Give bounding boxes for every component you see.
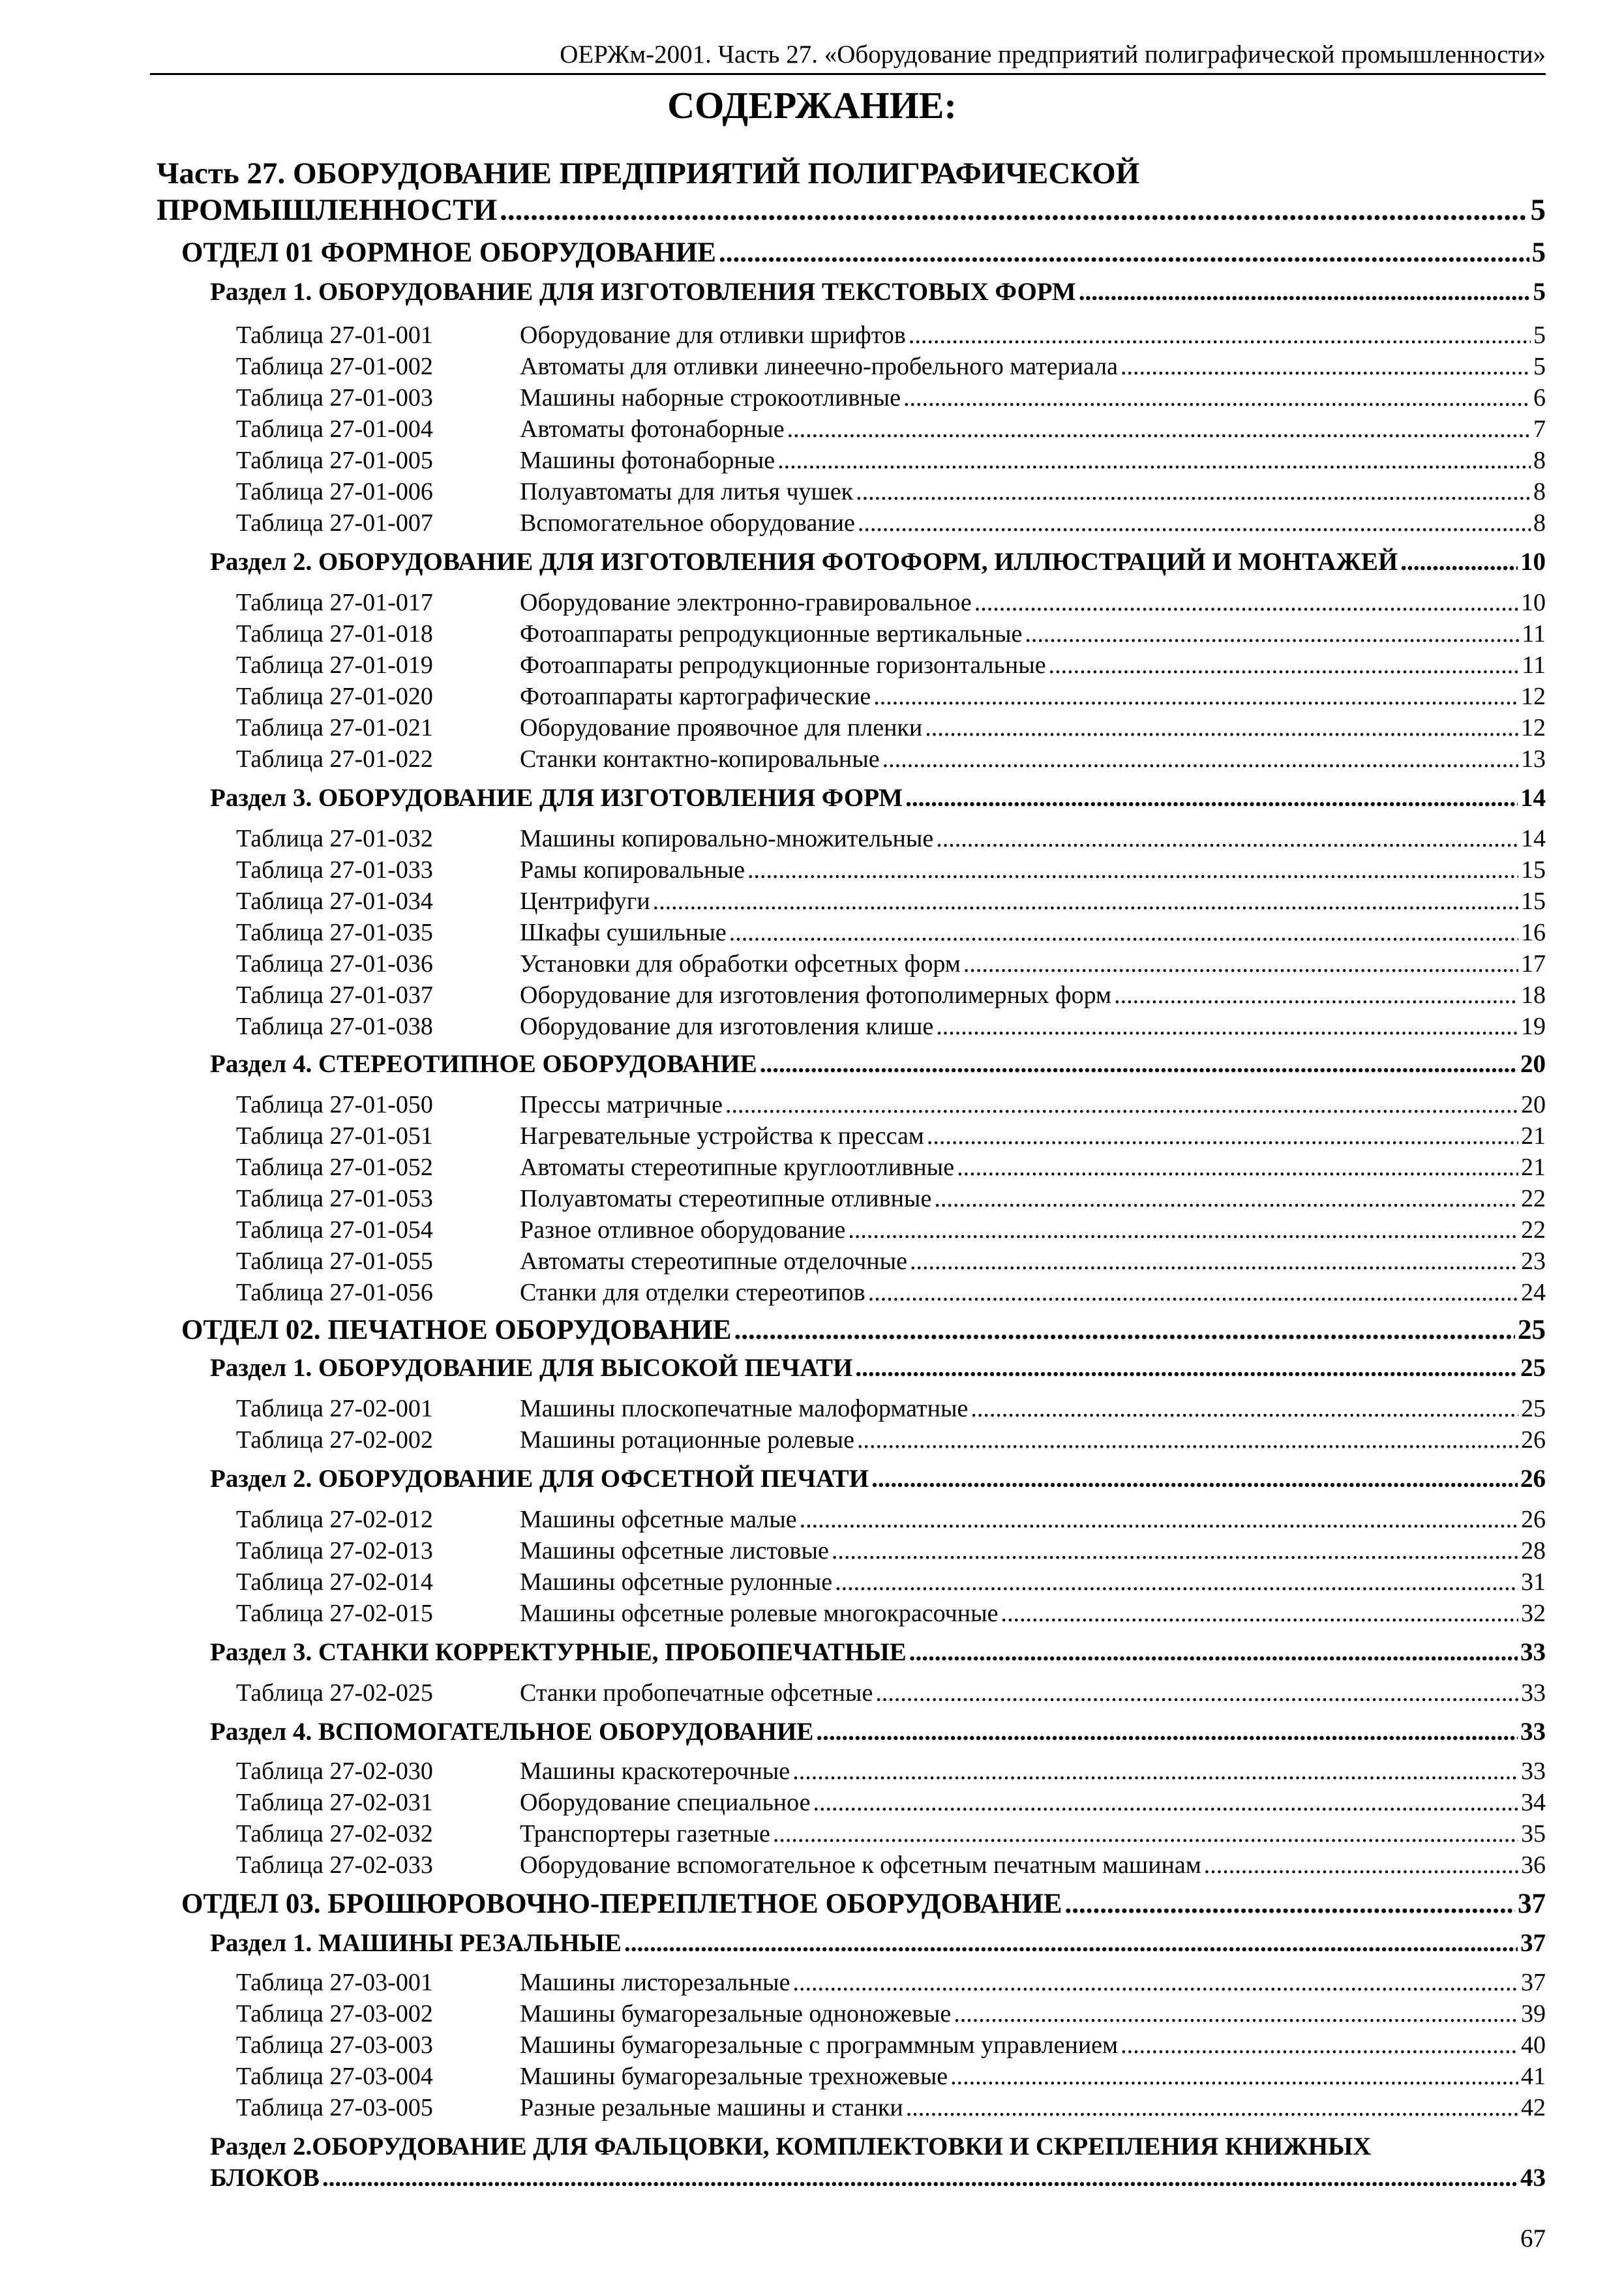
- toc-page-number: 5: [1533, 278, 1546, 306]
- toc-page-number: 16: [1521, 919, 1546, 946]
- toc-table-entry[interactable]: [236, 681, 1546, 712]
- dot-leader: [905, 783, 1518, 814]
- toc-page-number: 26: [1521, 1426, 1546, 1454]
- toc-section-entry-title: Раздел 1. МАШИНЫ РЕЗАЛЬНЫЕ: [210, 1929, 622, 1957]
- toc-page-number: 25: [1521, 1395, 1546, 1422]
- toc-table-name: Фотоаппараты репродукционные горизонтальные: [520, 651, 1046, 679]
- toc-table-entry[interactable]: [236, 980, 1546, 1011]
- toc-section-entry[interactable]: [210, 2162, 1546, 2194]
- toc-table-entry[interactable]: [236, 1998, 1546, 2029]
- toc-page-number: 26: [1521, 1506, 1546, 1533]
- toc-part-title-line1: Часть 27. ОБОРУДОВАНИЕ ПРЕДПРИЯТИЙ ПОЛИГРАФИЧЕСКОЙ: [157, 157, 1140, 190]
- dot-leader: [719, 236, 1529, 270]
- dot-leader: [910, 1246, 1518, 1277]
- toc-table-entry[interactable]: [236, 917, 1546, 948]
- toc-table-code: Таблица 27-01-018: [236, 620, 433, 648]
- toc-table-entry[interactable]: [236, 2061, 1546, 2092]
- toc-page-number: 39: [1521, 2000, 1546, 2027]
- toc-page-number: 22: [1521, 1216, 1546, 1244]
- toc-table-entry[interactable]: [236, 2029, 1546, 2061]
- toc-page-number: 11: [1522, 620, 1546, 648]
- toc-section-entry[interactable]: [210, 1353, 1546, 1384]
- toc-page-number: 15: [1521, 888, 1546, 915]
- toc-page-number: 11: [1522, 651, 1546, 679]
- toc-page-number: 5: [1530, 193, 1546, 227]
- toc-table-code: Таблица 27-03-001: [236, 1969, 433, 1996]
- toc-table-code: Таблица 27-02-031: [236, 1789, 433, 1816]
- toc-table-entry[interactable]: [236, 445, 1546, 476]
- toc-table-name: Полуавтоматы стереотипные отливные: [520, 1185, 932, 1212]
- dot-leader: [873, 681, 1518, 712]
- dot-leader: [1079, 277, 1531, 308]
- toc-table-entry[interactable]: [236, 413, 1546, 445]
- toc-section-entry[interactable]: [210, 546, 1546, 578]
- toc-table-code: Таблица 27-01-001: [236, 322, 433, 349]
- toc-table-name: Рамы копировальные: [520, 856, 745, 884]
- toc-page-number: 25: [1518, 1315, 1546, 1345]
- dot-leader: [882, 743, 1518, 775]
- toc-table-name: Машины бумагорезальные с программным управлением: [520, 2031, 1119, 2059]
- dot-leader: [848, 1214, 1518, 1246]
- dot-leader: [936, 1011, 1518, 1042]
- toc-table-code: Таблица 27-02-030: [236, 1758, 433, 1785]
- toc-page-number: 43: [1520, 2164, 1546, 2192]
- toc-table-entry[interactable]: [236, 1011, 1546, 1042]
- toc-page-number: 32: [1521, 1600, 1546, 1627]
- toc-page-number: 5: [1533, 353, 1546, 380]
- toc-table-code: Таблица 27-02-025: [236, 1679, 433, 1707]
- dot-leader: [792, 1967, 1518, 1998]
- toc-table-name: Оборудование для изготовления клише: [520, 1013, 934, 1040]
- toc-table-code: Таблица 27-01-032: [236, 825, 433, 852]
- toc-department-entry-title: ОТДЕЛ 03. БРОШЮРОВОЧНО-ПЕРЕПЛЕТНОЕ ОБОРУДОВАНИЕ: [181, 1889, 1062, 1919]
- dot-leader: [1120, 2029, 1518, 2061]
- toc-page-number: 37: [1521, 1969, 1546, 1996]
- toc-table-code: Таблица 27-01-034: [236, 888, 433, 915]
- dot-leader: [927, 1120, 1518, 1152]
- toc-table-name: Транспортеры газетные: [520, 1820, 770, 1848]
- dot-leader: [777, 445, 1531, 476]
- toc-table-code: Таблица 27-03-002: [236, 2000, 433, 2027]
- dot-leader: [909, 1637, 1518, 1668]
- dot-leader: [1114, 980, 1518, 1011]
- toc-table-entry[interactable]: [236, 1152, 1546, 1183]
- toc-table-entry[interactable]: [236, 948, 1546, 980]
- dot-leader: [813, 1787, 1518, 1818]
- dot-leader: [950, 2061, 1518, 2092]
- toc-table-code: Таблица 27-03-005: [236, 2094, 433, 2121]
- toc-page-number: 8: [1533, 447, 1546, 474]
- toc-section-entry[interactable]: [210, 1463, 1546, 1495]
- toc-page-number: 33: [1520, 1718, 1546, 1746]
- toc-table-code: Таблица 27-01-002: [236, 353, 433, 380]
- running-header: ОЕРЖм-2001. Часть 27. «Оборудование предприятий полиграфической промышленности»: [560, 40, 1546, 68]
- toc-table-name: Полуавтоматы для литья чушек: [520, 478, 854, 505]
- toc-table-code: Таблица 27-01-035: [236, 919, 433, 946]
- toc-table-entry[interactable]: [236, 1393, 1546, 1424]
- page-title: СОДЕРЖАНИЕ:: [667, 84, 957, 127]
- toc-table-code: Таблица 27-03-004: [236, 2063, 433, 2090]
- toc-section-entry[interactable]: [210, 1637, 1546, 1668]
- toc-table-name: Фотоаппараты картографические: [520, 683, 871, 710]
- toc-page-number: 10: [1520, 548, 1546, 576]
- toc-page-number: 19: [1521, 1013, 1546, 1040]
- dot-leader: [858, 507, 1531, 539]
- toc-table-entry[interactable]: [236, 618, 1546, 650]
- toc-table-entry[interactable]: [236, 1818, 1546, 1849]
- toc-page-number: 25: [1520, 1354, 1546, 1382]
- toc-section-entry[interactable]: [210, 783, 1546, 814]
- toc-table-entry[interactable]: [236, 1183, 1546, 1214]
- toc-page-number: 24: [1521, 1279, 1546, 1306]
- toc-page-number: 22: [1521, 1185, 1546, 1212]
- toc-table-code: Таблица 27-01-055: [236, 1248, 433, 1275]
- toc-page-number: 42: [1521, 2094, 1546, 2121]
- dot-leader: [934, 1183, 1518, 1214]
- dot-leader: [871, 1463, 1518, 1495]
- toc-table-name: Оборудование для отливки шрифтов: [520, 322, 906, 349]
- toc-table-entry[interactable]: [236, 476, 1546, 507]
- toc-department-entry[interactable]: [181, 236, 1546, 270]
- dot-leader: [734, 1313, 1515, 1347]
- toc-department-entry[interactable]: [181, 1313, 1546, 1347]
- toc-table-entry[interactable]: [236, 1089, 1546, 1120]
- toc-table-name: Машины офсетные ролевые многокрасочные: [520, 1600, 999, 1627]
- toc-page-number: 23: [1521, 1248, 1546, 1275]
- toc-table-entry[interactable]: [236, 507, 1546, 539]
- dot-leader: [1120, 351, 1531, 382]
- toc-table-entry[interactable]: [236, 1535, 1546, 1566]
- toc-table-entry[interactable]: [236, 587, 1546, 618]
- toc-table-name: Машины бумагорезальные трехножевые: [520, 2063, 948, 2090]
- toc-section-entry-title: БЛОКОВ: [210, 2164, 320, 2192]
- toc-page-number: 6: [1533, 384, 1546, 411]
- dot-leader: [500, 192, 1527, 228]
- toc-table-name: Машины ротационные ролевые: [520, 1426, 854, 1454]
- dot-leader: [729, 917, 1518, 948]
- toc-table-code: Таблица 27-01-006: [236, 478, 433, 505]
- toc-page-number: 8: [1533, 478, 1546, 505]
- dot-leader: [1065, 1887, 1515, 1921]
- toc-table-name: Машины плоскопечатные малоформатные: [520, 1395, 969, 1422]
- toc-table-code: Таблица 27-01-020: [236, 683, 433, 710]
- toc-page-number: 41: [1521, 2063, 1546, 2090]
- toc-table-name: Прессы матричные: [520, 1091, 723, 1118]
- dot-leader: [936, 823, 1518, 854]
- toc-table-name: Разное отливное оборудование: [520, 1216, 846, 1244]
- toc-page-number: 33: [1520, 1638, 1546, 1666]
- toc-section-entry[interactable]: [210, 1928, 1546, 1959]
- toc-page-number: 14: [1521, 825, 1546, 852]
- toc-page-number: 8: [1533, 509, 1546, 537]
- dot-leader: [925, 712, 1518, 743]
- toc-page-number: 14: [1520, 784, 1546, 812]
- toc-table-code: Таблица 27-01-050: [236, 1091, 433, 1118]
- toc-section-entry-title: Раздел 3. СТАНКИ КОРРЕКТУРНЫЕ, ПРОБОПЕЧАТНЫЕ: [210, 1638, 907, 1666]
- toc-table-code: Таблица 27-01-056: [236, 1279, 433, 1306]
- toc-page-number: 36: [1521, 1851, 1546, 1879]
- toc-table-name: Машины краскотерочные: [520, 1758, 790, 1785]
- toc-page-number: 13: [1521, 745, 1546, 773]
- dot-leader: [653, 886, 1518, 917]
- toc-table-entry[interactable]: [236, 1214, 1546, 1246]
- toc-table-code: Таблица 27-02-001: [236, 1395, 433, 1422]
- toc-section-entry-title: Раздел 1. ОБОРУДОВАНИЕ ДЛЯ ВЫСОКОЙ ПЕЧАТИ: [210, 1354, 853, 1382]
- toc-table-code: Таблица 27-01-019: [236, 651, 433, 679]
- dot-leader: [773, 1818, 1518, 1849]
- toc-table-name: Автоматы стереотипные отделочные: [520, 1248, 907, 1275]
- toc-page-number: 28: [1521, 1537, 1546, 1564]
- toc-table-code: Таблица 27-01-033: [236, 856, 433, 884]
- toc-department-entry-title: ОТДЕЛ 01 ФОРМНОЕ ОБОРУДОВАНИЕ: [181, 237, 716, 268]
- toc-table-name: Установки для обработки офсетных форм: [520, 950, 961, 978]
- toc-table-code: Таблица 27-02-002: [236, 1426, 433, 1454]
- toc-table-name: Нагревательные устройства к прессам: [520, 1122, 924, 1150]
- toc-table-code: Таблица 27-02-014: [236, 1568, 433, 1596]
- dot-leader: [792, 1756, 1518, 1787]
- toc-page-number: 15: [1521, 856, 1546, 884]
- toc-table-name: Вспомогательное оборудование: [520, 509, 855, 537]
- toc-table-code: Таблица 27-02-012: [236, 1506, 433, 1533]
- dot-leader: [1025, 618, 1519, 650]
- toc-table-code: Таблица 27-01-022: [236, 745, 433, 773]
- toc-table-entry[interactable]: [236, 712, 1546, 743]
- dot-leader: [816, 1716, 1518, 1748]
- toc-table-entry[interactable]: [236, 1120, 1546, 1152]
- toc-table-entry[interactable]: [236, 1504, 1546, 1535]
- dot-leader: [787, 413, 1531, 445]
- toc-table-entry[interactable]: [236, 1246, 1546, 1277]
- toc-table-code: Таблица 27-02-013: [236, 1537, 433, 1564]
- dot-leader: [957, 1152, 1518, 1183]
- dot-leader: [857, 1424, 1518, 1456]
- toc-table-name: Машины фотонаборные: [520, 447, 775, 474]
- toc-table-name: Машины бумагорезальные одноножевые: [520, 2000, 952, 2027]
- toc-table-name: Оборудование вспомогательное к офсетным печатным машинам: [520, 1851, 1201, 1879]
- toc-section-entry-title: Раздел 3. ОБОРУДОВАНИЕ ДЛЯ ИЗГОТОВЛЕНИЯ ФОРМ: [210, 784, 903, 812]
- toc-table-entry[interactable]: [236, 1598, 1546, 1629]
- dot-leader: [856, 476, 1531, 507]
- toc-page-number: 12: [1521, 683, 1546, 710]
- toc-table-entry[interactable]: [236, 1277, 1546, 1308]
- toc-page-number: 31: [1521, 1568, 1546, 1596]
- toc-table-entry[interactable]: [236, 1756, 1546, 1787]
- dot-leader: [855, 1353, 1518, 1384]
- toc-page-number: 33: [1521, 1758, 1546, 1785]
- toc-table-entry[interactable]: [236, 886, 1546, 917]
- toc-table-entry[interactable]: [236, 743, 1546, 775]
- toc-section-entry[interactable]: [210, 1049, 1546, 1080]
- dot-leader: [747, 854, 1518, 886]
- toc-table-name: Машины копировально-множительные: [520, 825, 934, 852]
- toc-page-number: 21: [1521, 1122, 1546, 1150]
- toc-table-name: Оборудование проявочное для пленки: [520, 714, 923, 741]
- toc-table-code: Таблица 27-02-015: [236, 1600, 433, 1627]
- dot-leader: [1204, 1849, 1518, 1881]
- toc-table-entry[interactable]: [236, 320, 1546, 351]
- toc-table-code: Таблица 27-02-033: [236, 1851, 433, 1879]
- dot-leader: [974, 587, 1518, 618]
- toc-section-entry-title: Раздел 4. СТЕРЕОТИПНОЕ ОБОРУДОВАНИЕ: [210, 1050, 757, 1078]
- toc-table-entry[interactable]: [236, 1787, 1546, 1818]
- dot-leader: [903, 382, 1531, 413]
- toc-table-code: Таблица 27-01-003: [236, 384, 433, 411]
- toc-page-number: 40: [1521, 2031, 1546, 2059]
- dot-leader: [760, 1049, 1518, 1080]
- toc-part-title-line2: ПРОМЫШЛЕННОСТИ: [157, 193, 498, 227]
- page-number: 67: [1520, 2224, 1546, 2252]
- toc-page-number: 20: [1521, 1091, 1546, 1118]
- toc-page-number: 20: [1520, 1050, 1546, 1078]
- toc-table-entry[interactable]: [236, 351, 1546, 382]
- toc-table-name: Машины офсетные листовые: [520, 1537, 829, 1564]
- toc-table-entry[interactable]: [236, 1967, 1546, 1998]
- toc-page-number: 34: [1521, 1789, 1546, 1816]
- toc-table-name: Автоматы стереотипные круглоотливные: [520, 1154, 955, 1181]
- toc-page-number: 17: [1521, 950, 1546, 978]
- toc-department-entry-title: ОТДЕЛ 02. ПЕЧАТНОЕ ОБОРУДОВАНИЕ: [181, 1315, 732, 1345]
- toc-page-number: 12: [1521, 714, 1546, 741]
- toc-table-entry[interactable]: [236, 2092, 1546, 2123]
- toc-page-number: 37: [1520, 1929, 1546, 1957]
- toc-section-entry-title: Раздел 2. ОБОРУДОВАНИЕ ДЛЯ ИЗГОТОВЛЕНИЯ ФОТОФОРМ, ИЛЛЮСТРАЦИЙ И МОНТАЖЕЙ: [210, 548, 1398, 576]
- toc-table-code: Таблица 27-01-007: [236, 509, 433, 537]
- toc-page-number: 26: [1520, 1465, 1546, 1493]
- dot-leader: [970, 1393, 1518, 1424]
- dot-leader: [954, 1998, 1518, 2029]
- toc-page-number: 5: [1533, 322, 1546, 349]
- toc-page-number: 18: [1521, 981, 1546, 1009]
- toc-table-name: Автоматы для отливки линеечно-пробельного материала: [520, 353, 1118, 380]
- dot-leader: [624, 1928, 1518, 1959]
- toc-table-code: Таблица 27-02-032: [236, 1820, 433, 1848]
- toc-table-name: Машины наборные строкоотливные: [520, 384, 901, 411]
- toc-table-name: Станки пробопечатные офсетные: [520, 1679, 873, 1707]
- toc-table-name: Фотоаппараты репродукционные вертикальные: [520, 620, 1023, 648]
- toc-page-number: 21: [1521, 1154, 1546, 1181]
- toc-table-entry[interactable]: [236, 382, 1546, 413]
- toc-table-entry[interactable]: [236, 1849, 1546, 1881]
- toc-table-code: Таблица 27-01-021: [236, 714, 433, 741]
- dot-leader: [322, 2162, 1518, 2194]
- toc-table-code: Таблица 27-01-052: [236, 1154, 433, 1181]
- toc-table-code: Таблица 27-01-054: [236, 1216, 433, 1244]
- toc-table-entry[interactable]: [236, 650, 1546, 681]
- toc-table-name: Оборудование электронно-гравировальное: [520, 589, 972, 616]
- toc-table-code: Таблица 27-01-038: [236, 1013, 433, 1040]
- toc-department-entry[interactable]: [181, 1887, 1546, 1921]
- toc-section-entry[interactable]: [210, 277, 1546, 308]
- toc-page-number: 7: [1533, 415, 1546, 443]
- toc-section-title-line1: Раздел 2.ОБОРУДОВАНИЕ ДЛЯ ФАЛЬЦОВКИ, КОМПЛЕКТОВКИ И СКРЕПЛЕНИЯ КНИЖНЫХ: [210, 2132, 1372, 2161]
- toc-page-number: 10: [1521, 589, 1546, 616]
- dot-leader: [1049, 650, 1520, 681]
- toc-page-number: 5: [1531, 237, 1546, 268]
- toc-table-name: Центрифуги: [520, 888, 650, 915]
- dot-leader: [1001, 1598, 1518, 1629]
- toc-page-number: 33: [1521, 1679, 1546, 1707]
- toc-page-number: 35: [1521, 1820, 1546, 1848]
- dot-leader: [909, 320, 1531, 351]
- toc-table-code: Таблица 27-01-004: [236, 415, 433, 443]
- dot-leader: [800, 1504, 1518, 1535]
- toc-table-name: Автоматы фотонаборные: [520, 415, 785, 443]
- dot-leader: [1400, 546, 1518, 578]
- toc-table-code: Таблица 27-01-017: [236, 589, 433, 616]
- toc-table-code: Таблица 27-01-053: [236, 1185, 433, 1212]
- toc-page-number: 37: [1518, 1889, 1546, 1919]
- dot-leader: [725, 1089, 1518, 1120]
- toc-table-code: Таблица 27-01-005: [236, 447, 433, 474]
- toc-table-code: Таблица 27-03-003: [236, 2031, 433, 2059]
- toc-table-name: Оборудование специальное: [520, 1789, 811, 1816]
- dot-leader: [832, 1535, 1518, 1566]
- dot-leader: [868, 1277, 1518, 1308]
- toc-table-name: Машины листорезальные: [520, 1969, 790, 1996]
- toc-table-name: Станки для отделки стереотипов: [520, 1279, 865, 1306]
- toc-table-entry[interactable]: [236, 1566, 1546, 1598]
- toc-table-name: Шкафы сушильные: [520, 919, 727, 946]
- dot-leader: [835, 1566, 1518, 1598]
- toc-table-name: Разные резальные машины и станки: [520, 2094, 903, 2121]
- toc-table-code: Таблица 27-01-037: [236, 981, 433, 1009]
- toc-table-code: Таблица 27-01-036: [236, 950, 433, 978]
- toc-section-entry[interactable]: [210, 1716, 1546, 1748]
- dot-leader: [875, 1677, 1518, 1709]
- toc-table-name: Оборудование для изготовления фотополимерных форм: [520, 981, 1112, 1009]
- toc-table-entry[interactable]: [236, 823, 1546, 854]
- toc-table-entry[interactable]: [236, 1424, 1546, 1456]
- dot-leader: [906, 2092, 1518, 2123]
- toc-part-entry[interactable]: [157, 192, 1546, 228]
- toc-table-name: Станки контактно-копировальные: [520, 745, 880, 773]
- toc-table-entry[interactable]: [236, 854, 1546, 886]
- toc-table-code: Таблица 27-01-051: [236, 1122, 433, 1150]
- toc-section-entry-title: Раздел 4. ВСПОМОГАТЕЛЬНОЕ ОБОРУДОВАНИЕ: [210, 1718, 814, 1746]
- toc-table-name: Машины офсетные малые: [520, 1506, 797, 1533]
- toc-table-entry[interactable]: [236, 1677, 1546, 1709]
- toc-section-entry-title: Раздел 1. ОБОРУДОВАНИЕ ДЛЯ ИЗГОТОВЛЕНИЯ ТЕКСТОВЫХ ФОРМ: [210, 278, 1076, 306]
- dot-leader: [963, 948, 1518, 980]
- toc-table-name: Машины офсетные рулонные: [520, 1568, 833, 1596]
- toc-section-entry-title: Раздел 2. ОБОРУДОВАНИЕ ДЛЯ ОФСЕТНОЙ ПЕЧАТИ: [210, 1465, 869, 1493]
